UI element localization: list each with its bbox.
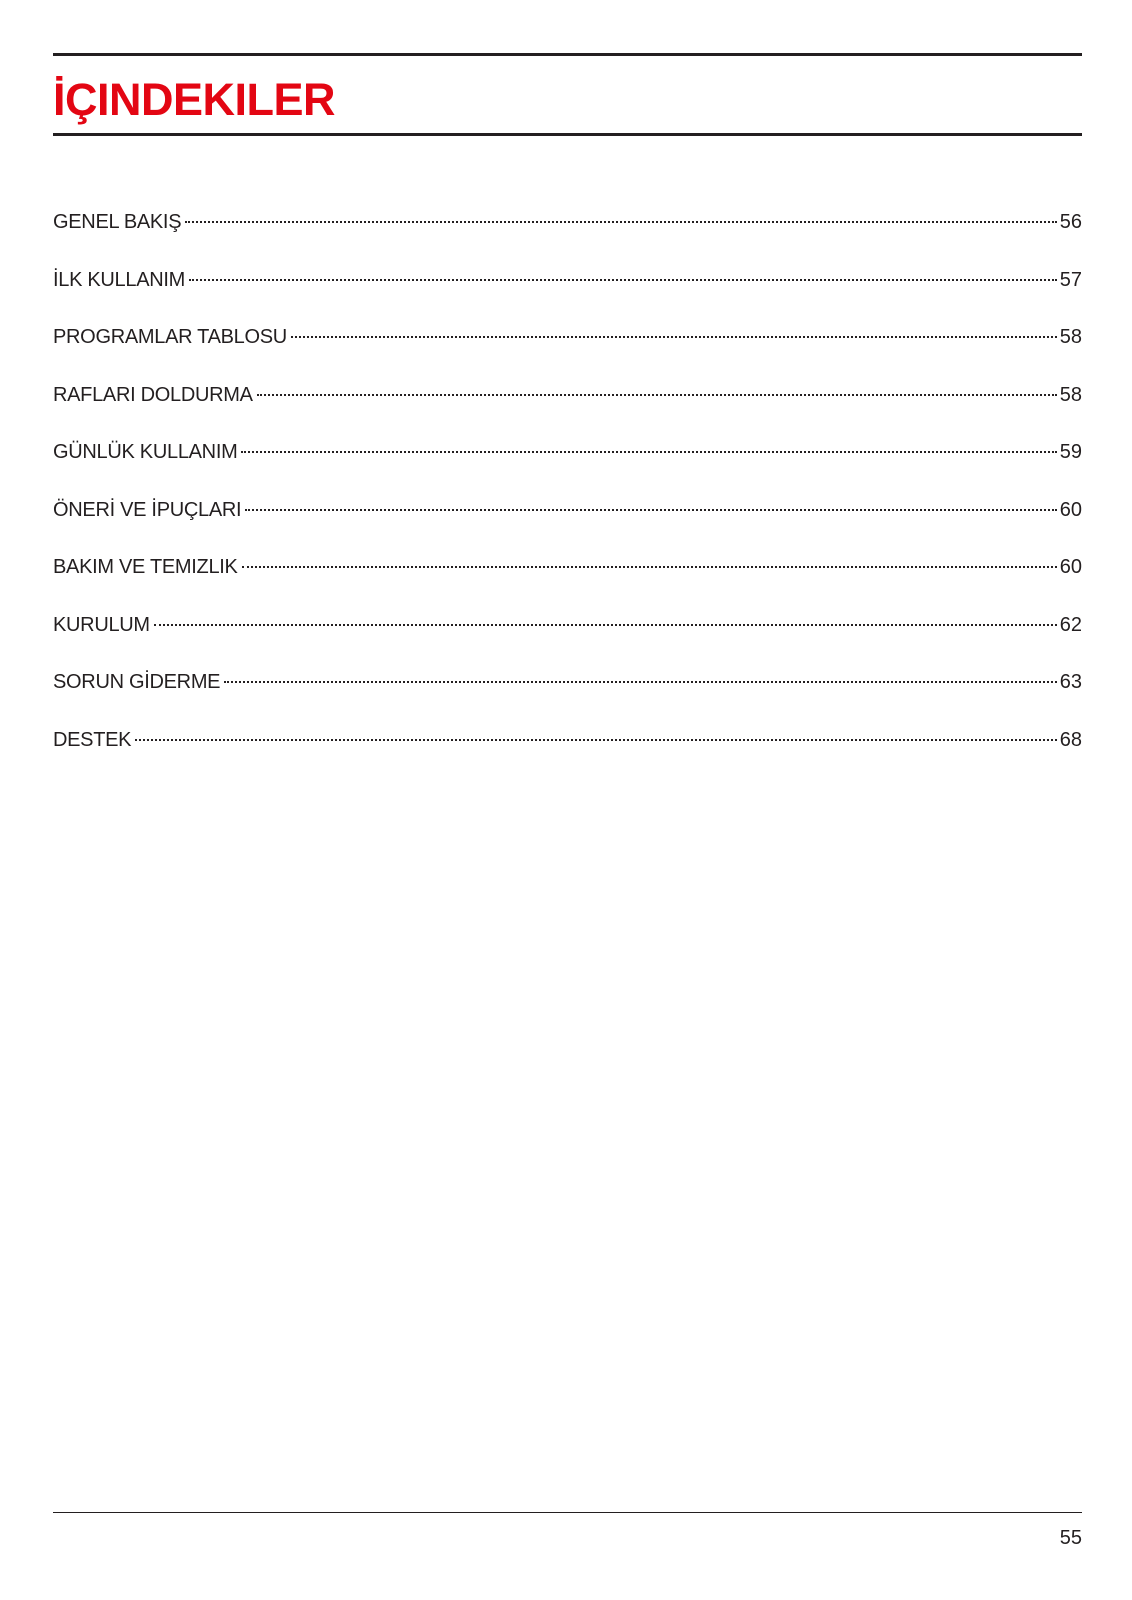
toc-entry-label: PROGRAMLAR TABLOSU	[53, 326, 287, 348]
toc-entry-label: BAKIM VE TEMIZLIK	[53, 556, 238, 578]
toc-entry-page: 56	[1059, 211, 1082, 233]
toc-entry-page: 68	[1059, 728, 1082, 751]
footer-rule	[53, 1512, 1082, 1513]
toc-entry-page: 58	[1059, 383, 1082, 406]
dot-leader	[224, 681, 1057, 683]
dot-leader	[154, 624, 1057, 626]
dot-leader	[242, 566, 1057, 568]
toc-entry[interactable]	[53, 495, 1082, 553]
dot-leader	[257, 394, 1057, 396]
toc-entry-page: 57	[1059, 268, 1082, 291]
toc-entry-label: GÜNLÜK KULLANIM	[53, 441, 238, 463]
toc-entry-page: 62	[1059, 613, 1082, 636]
page-title: İÇINDEKILER	[53, 74, 336, 125]
toc-entry-label: DESTEK	[53, 728, 132, 751]
toc-entry-label: GENEL BAKIŞ	[53, 211, 182, 233]
toc-entry[interactable]	[53, 322, 1082, 380]
toc-entry-label: İLK KULLANIM	[53, 268, 186, 291]
toc-entry-label: SORUN GİDERME	[53, 671, 221, 693]
toc-entry-label: RAFLARI DOLDURMA	[53, 383, 253, 406]
toc-entry-page: 60	[1059, 498, 1082, 521]
toc-entry-page: 60	[1059, 556, 1082, 578]
toc-entry[interactable]	[53, 380, 1082, 438]
dot-leader	[291, 336, 1057, 338]
table-of-contents	[53, 207, 1082, 782]
toc-entry[interactable]	[53, 552, 1082, 610]
dot-leader	[189, 279, 1057, 281]
toc-entry[interactable]	[53, 667, 1082, 725]
toc-entry-page: 63	[1059, 671, 1082, 693]
toc-entry-label: KURULUM	[53, 613, 150, 636]
toc-entry-label: ÖNERİ VE İPUÇLARI	[53, 498, 242, 521]
toc-entry[interactable]	[53, 207, 1082, 265]
toc-entry-page: 58	[1059, 326, 1082, 348]
dot-leader	[185, 221, 1057, 223]
toc-entry[interactable]	[53, 610, 1082, 668]
toc-entry[interactable]	[53, 437, 1082, 495]
toc-entry-page: 59	[1059, 441, 1082, 463]
top-rule	[53, 53, 1082, 56]
toc-entry[interactable]	[53, 725, 1082, 783]
dot-leader	[241, 451, 1056, 453]
title-underline-rule	[53, 133, 1082, 136]
toc-entry[interactable]	[53, 265, 1082, 323]
dot-leader	[245, 509, 1056, 511]
dot-leader	[135, 739, 1057, 741]
page-number: 55	[1059, 1527, 1082, 1549]
